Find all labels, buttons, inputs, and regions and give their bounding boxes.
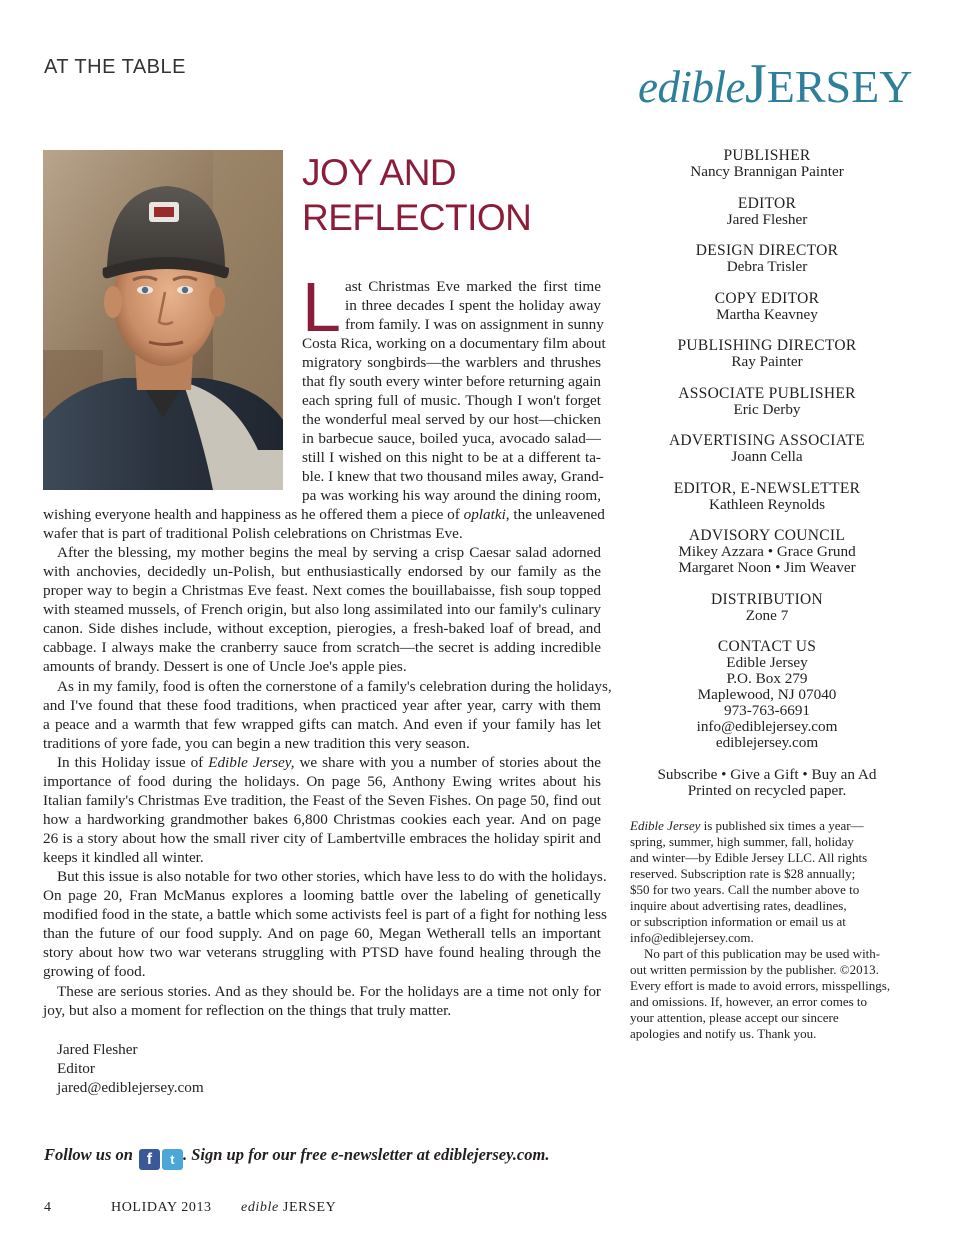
fineprint-line: spring, summer, high summer, fall, holiday — [630, 834, 854, 849]
masthead-name: Nancy Brannigan Painter — [690, 163, 844, 180]
signature-title: Editor — [57, 1060, 95, 1077]
body-line: a peace and a warmth that few wrapped gifts can match. And even if your family has let — [43, 716, 601, 733]
fineprint-line: or subscription information or email us at — [630, 914, 846, 929]
body-line: the wonderful meal served by our host—chicken — [302, 411, 601, 428]
folio-brand-edible: edible — [241, 1200, 279, 1215]
body-line: ast Christmas Eve marked the first time — [345, 278, 601, 295]
section-label: AT THE TABLE — [44, 56, 186, 78]
body-line: amounts of brandy. Dessert is one of Uncle Joe's apple pies. — [43, 658, 407, 675]
body-line — [43, 505, 605, 524]
masthead-name: Printed on recycled paper. — [687, 781, 847, 799]
masthead-group — [634, 639, 900, 751]
body-line: pa was working his way around the dining room, — [302, 487, 601, 504]
editor-portrait-photo — [43, 150, 283, 490]
body-line: On page 20, Fran McManus explores a looming battle over the labeling of genetically — [43, 887, 601, 904]
masthead-group — [634, 148, 900, 180]
body-line: joy, but also a moment for reflection on the things that truly matter. — [43, 1002, 452, 1019]
headline-line-1: JOY AND — [302, 152, 457, 193]
masthead-name: Margaret Noon • Jim Weaver — [678, 559, 856, 576]
masthead-name: Debra Trisler — [726, 258, 808, 275]
masthead-group — [634, 592, 900, 624]
fineprint-line: Every effort is made to avoid errors, misspellings, — [630, 978, 891, 993]
masthead-name: Eric Derby — [733, 400, 801, 418]
fineprint-paragraph-2 — [630, 946, 906, 1042]
body-line: each spring full of music. Though I won't forget — [302, 392, 601, 409]
masthead-name: ediblejersey.com — [715, 734, 819, 751]
follow-prefix: Follow us on — [44, 1145, 133, 1164]
body-text: In this Holiday issue of — [57, 754, 204, 771]
logo-jersey — [744, 53, 913, 115]
body-line: ble. I knew that two thousand miles away, Grand- — [302, 468, 604, 485]
fineprint-line: apologies and notify us. Thank you. — [630, 1026, 817, 1041]
masthead-name: Edible Jersey — [726, 654, 808, 671]
body-text: wishing everyone health and happiness as he offered them a piece of — [43, 506, 460, 523]
folio-brand-jersey: JERSEY — [282, 1200, 337, 1215]
masthead-role: ASSOCIATE PUBLISHER — [678, 384, 856, 402]
social-follow-line — [44, 1145, 549, 1170]
masthead-name: 973-763-6691 — [723, 702, 811, 719]
body-text: , the unleavened — [505, 506, 605, 523]
fineprint-line: your attention, please accept our sincere — [630, 1010, 839, 1025]
body-line: After the blessing, my mother begins the meal by serving a crisp Caesar salad adorned — [57, 544, 601, 561]
fineprint-line: out written permission by the publisher. ©2013. — [630, 962, 879, 977]
masthead — [634, 148, 900, 814]
body-line: than the future of our food supply. And on page 60, Megan Wetherall tells an important — [43, 925, 601, 942]
body-line: wafer that is part of traditional Polish celebrations on Christmas Eve. — [43, 525, 463, 542]
body-line: how a hardworking grandmother bakes 6,800 Christmas cookies each year. And on page — [43, 811, 601, 828]
body-line: that fly south every winter before returning again — [302, 373, 602, 390]
signature-email: jared@ediblejersey.com — [57, 1079, 204, 1096]
fineprint-line — [630, 818, 906, 834]
fineprint-line: and winter—by Edible Jersey LLC. All rights — [630, 850, 868, 865]
fineprint-line: inquire about advertising rates, deadlines, — [630, 898, 847, 913]
logo-edible: edible — [638, 62, 745, 112]
body-line: modified food in the state, a battle which some activists feel is part of a fight for nothing less — [43, 906, 607, 923]
fineprint-line: info@ediblejersey.com. — [630, 930, 754, 945]
twitter-icon[interactable]: t — [162, 1149, 183, 1170]
body-line: with steamed mussels, of French origin, but also long assimilated into our family's culinary — [43, 601, 601, 618]
masthead-name: Mikey Azzara • Grace Grund — [678, 543, 856, 560]
issue-label: HOLIDAY 2013 — [111, 1200, 212, 1215]
headline-line-2: REFLECTION — [302, 197, 532, 238]
body-line: As in my family, food is often the cornerstone of a family's celebration during the holidays, — [57, 678, 612, 695]
fineprint-paragraph-1 — [630, 818, 906, 946]
body-line: 26 is a story about how the small river city of Lambertville embraces the holiday spirit and — [43, 830, 601, 847]
masthead-role: DISTRIBUTION — [710, 590, 824, 608]
masthead-role: COPY EDITOR — [714, 289, 820, 307]
masthead-group — [634, 243, 900, 275]
masthead-group — [634, 196, 900, 228]
body-line: cabbage. I always make the cranberry sauce from scratch—the secret is adding incredible — [43, 639, 601, 656]
facebook-icon[interactable]: f — [139, 1149, 160, 1170]
body-line: with anchovies, decidedly un-Polish, but enthusiastically endorsed by our family as the — [43, 563, 601, 580]
signature-name: Jared Flesher — [57, 1041, 138, 1058]
masthead-group — [634, 481, 900, 513]
masthead-name: Joann Cella — [731, 448, 803, 465]
masthead-name: Subscribe • Give a Gift • Buy an Ad — [657, 765, 877, 783]
body-line: story about how two war veterans struggling with PTSD have found healing through the — [43, 944, 601, 961]
body-line: But this issue is also notable for two other stories, which have less to do with the holidays. — [57, 868, 607, 885]
body-line: from family. I was on assignment in sunny — [345, 316, 604, 333]
body-line: in three decades I spent the holiday away — [345, 297, 601, 314]
body-line: proper way to begin a Christmas Eve feast. Next comes the bouillabaisse, fish soup topped — [43, 582, 601, 599]
newsletter-signup-text: . Sign up for our free e-newsletter at ediblejersey.com. — [182, 1145, 550, 1164]
masthead-group — [634, 386, 900, 418]
fineprint-line: reserved. Subscription rate is $28 annually; — [630, 866, 856, 881]
fineprint-text: is published six times a year— — [700, 818, 864, 833]
masthead-group — [634, 433, 900, 465]
body-line: still I wished on this night to be at a different ta- — [302, 449, 601, 466]
body-line: in barbecue sauce, boiled yuca, avocado salad— — [302, 430, 601, 447]
body-line: growing of food. — [43, 963, 146, 980]
masthead-role: PUBLISHER — [723, 147, 811, 164]
body-italic: Edible Jersey, — [208, 754, 295, 771]
masthead-role: ADVERTISING ASSOCIATE — [668, 432, 866, 449]
body-line: canon. Side dishes include, without exception, pierogies, a fresh-baked loaf of bread, and — [43, 620, 601, 637]
masthead-name: Martha Keavney — [716, 305, 818, 323]
masthead-name: Kathleen Reynolds — [709, 495, 825, 513]
body-italic: oplatki — [463, 506, 506, 523]
fineprint-line: and omissions. If, however, an error comes to — [630, 994, 868, 1009]
body-text: we share with you a number of stories about the — [299, 754, 602, 771]
body-line: keeps it kindled all winter. — [43, 849, 204, 866]
masthead-role: ADVISORY COUNCIL — [688, 527, 846, 544]
body-line: These are serious stories. And as they should be. For the holidays are a time not only for — [57, 983, 601, 1000]
masthead-group — [634, 291, 900, 323]
masthead-name: Maplewood, NJ 07040 — [697, 686, 837, 703]
body-line: traditions of yore fade, you can begin a new tradition this very season. — [43, 735, 470, 752]
page-number: 4 — [44, 1200, 52, 1215]
magazine-logo — [638, 52, 913, 115]
logo-jersey-rest: ERSEY — [766, 61, 913, 112]
masthead-name: info@ediblejersey.com — [696, 718, 838, 735]
masthead-role: EDITOR, E-NEWSLETTER — [673, 479, 861, 497]
fineprint-line: No part of this publication may be used with- — [644, 946, 881, 961]
masthead-name: Zone 7 — [745, 606, 789, 624]
masthead-group — [634, 338, 900, 370]
body-line: importance of food during the holidays. On page 56, Anthony Ewing writes about his — [43, 773, 601, 790]
folio-brand — [241, 1200, 336, 1216]
masthead-role: PUBLISHING DIRECTOR — [677, 337, 857, 354]
drop-cap: L — [302, 268, 341, 346]
fineprint-italic: Edible Jersey — [630, 818, 701, 833]
masthead-role: CONTACT US — [717, 638, 817, 655]
masthead-name: Jared Flesher — [726, 210, 808, 228]
masthead-name: P.O. Box 279 — [726, 670, 808, 687]
publication-fineprint — [630, 818, 906, 1042]
logo-jersey-initial: J — [744, 53, 767, 115]
article-headline — [302, 150, 602, 240]
masthead-group — [634, 767, 900, 799]
masthead-role: EDITOR — [737, 194, 797, 212]
fineprint-line: $50 for two years. Call the number above to — [630, 882, 860, 897]
body-line: Costa Rica, working on a documentary film about — [302, 335, 606, 352]
body-line: and I've found that these food traditions, when practiced year after year, carry with them — [43, 697, 601, 714]
body-line: Italian family's Christmas Eve tradition, the Feast of the Seven Fishes. On page 50, find out — [43, 792, 601, 809]
masthead-role: DESIGN DIRECTOR — [695, 242, 839, 259]
body-line: migratory songbirds—the warblers and thrushes — [302, 354, 601, 371]
body-line — [57, 753, 601, 772]
masthead-group — [634, 528, 900, 576]
masthead-name: Ray Painter — [731, 353, 803, 370]
